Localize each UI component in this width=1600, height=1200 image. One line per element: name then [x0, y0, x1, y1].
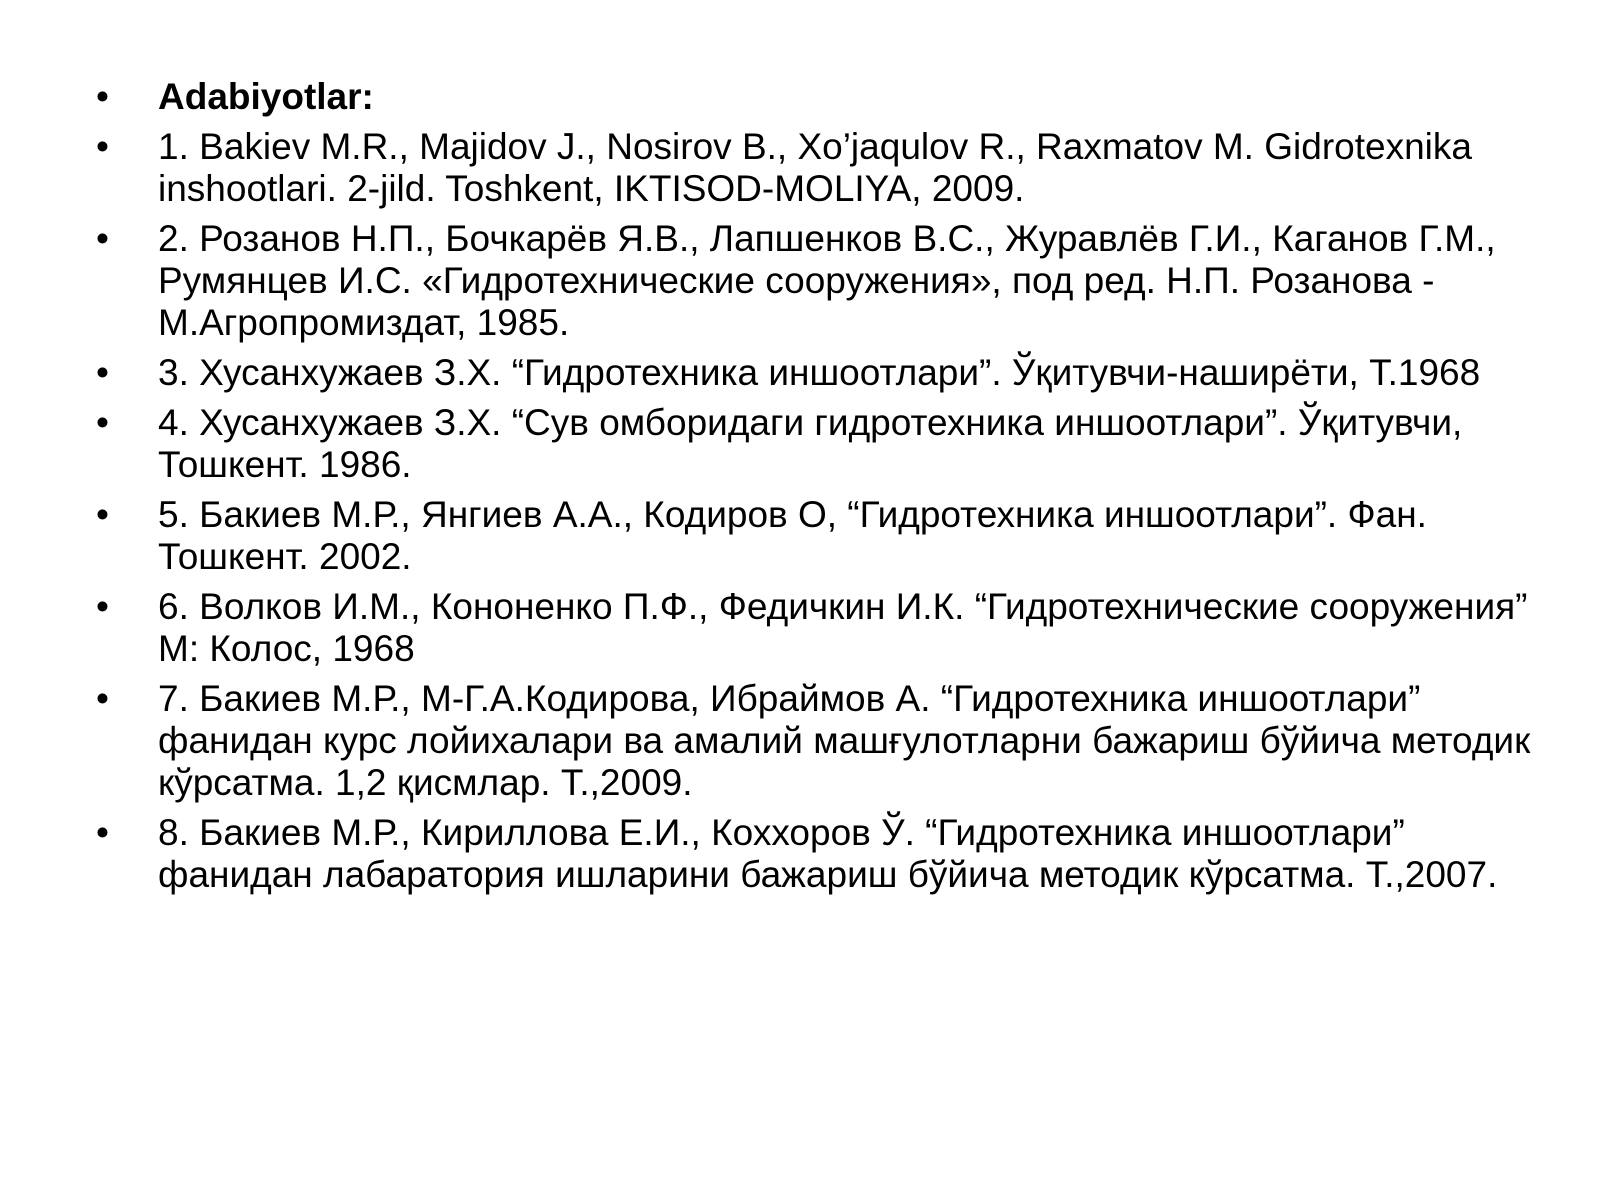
reference-text: 8. Бакиев М.Р., Кириллова Е.И., Коххоров Ў. “Гидротехника иншоотлари” фанидан лабаратория ишларини бажариш бўйича методик кўрсатма. Т.,2007.	[158, 812, 1498, 895]
bullet-icon: •	[96, 402, 109, 443]
bullet-icon: •	[96, 126, 109, 167]
bullet-icon: •	[96, 76, 109, 117]
reference-item-5	[96, 494, 1536, 578]
reference-item-4	[96, 402, 1536, 486]
reference-text: 7. Бакиев М.Р., М-Г.А.Кодирова, Ибраймов А. “Гидротехника иншоотлари” фанидан курс лойихалари ва амалий машғулотларни бажариш бўйича методик кўрсатма. 1,2 қисмлар. Т.,2009.	[158, 678, 1531, 803]
reference-item-1	[96, 126, 1536, 210]
bullet-icon: •	[96, 586, 109, 627]
references-heading-item	[96, 76, 1536, 118]
reference-item-8	[96, 812, 1536, 896]
reference-text: 1. Bakiev M.R., Majidov J., Nosirov B., Xo’jaqulov R., Raxmatov M. Gidrotexnika inshootlari. 2-jild. Toshkent, IKTISOD-MOLIYA, 2009.	[158, 126, 1472, 209]
reference-item-7	[96, 678, 1536, 804]
reference-text: 6. Волков И.М., Кононенко П.Ф., Федичкин И.К. “Гидротехнические сооружения” М: Колос, 1968	[158, 586, 1528, 669]
references-heading: Adabiyotlar:	[158, 76, 374, 117]
bullet-icon: •	[96, 218, 109, 259]
bullet-icon: •	[96, 494, 109, 535]
reference-text: 4. Хусанхужаев З.Х. “Сув омборидаги гидротехника иншоотлари”. Ўқитувчи, Тошкент. 1986.	[158, 402, 1463, 485]
bullet-icon: •	[96, 352, 109, 393]
references-list	[96, 76, 1536, 904]
bullet-icon: •	[96, 678, 109, 719]
reference-item-2	[96, 218, 1536, 344]
reference-item-3	[96, 352, 1536, 394]
bullet-icon: •	[96, 812, 109, 853]
reference-text: 3. Хусанхужаев З.Х. “Гидротехника иншоотлари”. Ўқитувчи-наширёти, Т.1968	[158, 352, 1481, 393]
reference-text: 5. Бакиев М.Р., Янгиев А.А., Кодиров О, “Гидротехника иншоотлари”. Фан. Тошкент. 2002.	[158, 494, 1427, 577]
reference-text: 2. Розанов Н.П., Бочкарёв Я.В., Лапшенков В.С., Журавлёв Г.И., Каганов Г.М., Румянцев И.С. «Гидротехнические сооружения», под ред. Н.П. Розанова - М.Агропромиздат, 1985.	[158, 218, 1496, 343]
reference-item-6	[96, 586, 1536, 670]
